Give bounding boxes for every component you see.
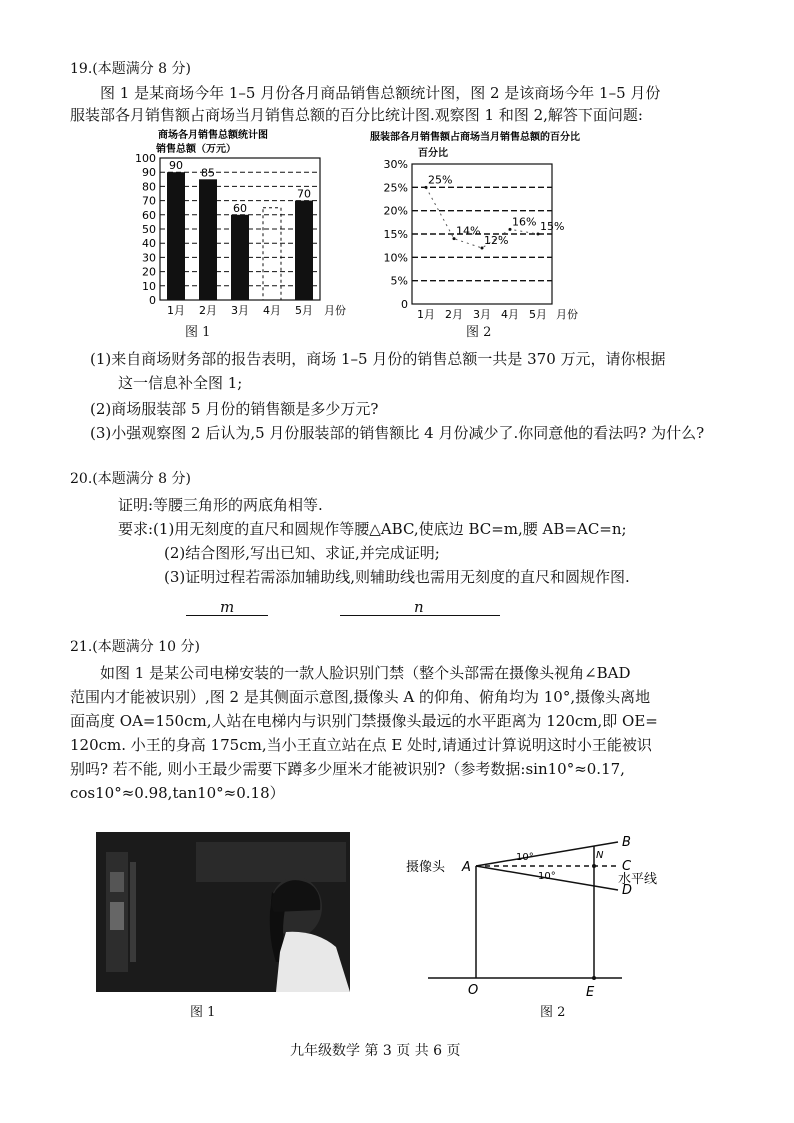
bar-chart-xtick: 2月 xyxy=(199,304,217,317)
bar-value-label: 60 xyxy=(233,201,247,215)
segment-n-label: n xyxy=(414,598,424,616)
percent-chart-xtick: 1月 xyxy=(417,308,435,321)
percent-chart-ytick: 10% xyxy=(383,251,408,265)
label-A: A xyxy=(462,860,471,875)
bar-chart-ytick: 0 xyxy=(149,294,156,307)
photo-illustration xyxy=(96,832,350,992)
percent-value-label: 15% xyxy=(540,220,565,233)
bar-chart-xtick: 1月 xyxy=(167,304,185,317)
bar-chart-ytick: 30 xyxy=(142,251,156,265)
q21-line1: 如图 1 是某公司电梯安装的一款人脸识别门禁（整个头部需在摄像头视角∠BAD xyxy=(100,664,631,682)
figure-1-bar-chart xyxy=(120,128,360,328)
q21-figure-1-caption: 图 1 xyxy=(190,1005,216,1020)
bar-chart-xtick: 3月 xyxy=(231,304,249,317)
percent-chart-ytick: 15% xyxy=(383,228,408,241)
q20-line3: (2)结合图形,写出已知、求证,并完成证明; xyxy=(164,544,440,562)
bar-chart-ytick: 20 xyxy=(142,265,156,279)
percent-chart-xtick: 4月 xyxy=(501,308,519,321)
label-N: N xyxy=(596,850,604,861)
figure-2-caption: 图 2 xyxy=(466,325,492,340)
camera-label: 摄像头 xyxy=(406,860,446,875)
bar-chart-ytick: 70 xyxy=(142,194,156,208)
bar-chart-xlabel: 月份 xyxy=(324,304,346,317)
q21-line3: 面高度 OA=150cm,人站在电梯内与识别门禁摄像头最远的水平距离为 120cm,即 OE= xyxy=(70,712,658,730)
percent-chart-ytick: 30% xyxy=(383,158,408,171)
q21-figure-2-caption: 图 2 xyxy=(540,1005,566,1020)
bar-chart-xtick: 4月 xyxy=(263,304,281,317)
percent-chart-ytick: 20% xyxy=(383,204,408,218)
angle-down-label: 10° xyxy=(538,871,556,882)
percent-chart-ytick: 0 xyxy=(401,298,408,311)
q21-line4: 120cm. 小王的身高 175cm,当小王直立站在点 E 处时,请通过计算说明这时小王能被识 xyxy=(70,736,652,754)
figure-2-percent-chart xyxy=(370,128,630,328)
horizontal-label: 水平线 xyxy=(618,872,658,887)
q19-part1-line1: (1)来自商场财务部的报告表明，商场 1–5 月份的销售总额一共是 370 万元，请你根据 xyxy=(90,350,666,368)
bar-2 xyxy=(199,179,217,300)
bar-chart-ytick: 90 xyxy=(142,166,156,180)
q19-part3: (3)小强观察图 2 后认为,5 月份服装部的销售额比 4 月份减少了.你同意他的看法吗? 为什么? xyxy=(90,424,705,442)
angle-up-label: 10° xyxy=(516,852,534,863)
q21-heading: 21.(本题满分 10 分) xyxy=(70,639,200,655)
percent-chart-ytick: 25% xyxy=(383,181,408,195)
q21-line5: 别吗? 若不能, 则小王最少需要下蹲多少厘米才能被识别?（参考数据:sin10°≈0.17, xyxy=(70,760,625,778)
bar-chart-svg xyxy=(120,128,360,328)
bar-3 xyxy=(231,215,249,300)
segment-m-label: m xyxy=(220,598,235,616)
q19-part1-line2: 这一信息补全图 1; xyxy=(118,374,243,392)
percent-chart-xtick: 3月 xyxy=(473,308,491,321)
percent-chart-xlabel: 月份 xyxy=(556,308,578,321)
camera-angle-svg xyxy=(400,828,680,1003)
bar-value-label: 90 xyxy=(169,159,183,173)
segment-m xyxy=(186,615,268,616)
face-recognition-photo xyxy=(96,832,350,992)
point-E xyxy=(592,976,596,980)
label-O: O xyxy=(468,983,479,998)
percent-value-label: 14% xyxy=(456,224,481,238)
bar-chart-xtick: 5月 xyxy=(295,304,313,317)
bar-chart-ytick: 10 xyxy=(142,279,156,293)
q20-line1: 证明:等腰三角形的两底角相等. xyxy=(118,496,323,514)
q19-intro-line1: 图 1 是某商场今年 1–5 月份各月商品销售总额统计图，图 2 是该商场今年 1–5 月份 xyxy=(100,84,661,102)
label-E: E xyxy=(586,985,595,1000)
bar-chart-title: 商场各月销售总额统计图 xyxy=(158,130,268,141)
bar-1 xyxy=(167,172,185,300)
camera-angle-diagram xyxy=(400,828,680,1003)
q21-line6: cos10°≈0.98,tan10°≈0.18） xyxy=(70,784,285,802)
q19-intro-line2: 服装部各月销售额占商场当月销售总额的百分比统计图.观察图 1 和图 2,解答下面问题: xyxy=(70,106,643,124)
percent-chart-xtick: 5月 xyxy=(529,308,547,321)
bar-5 xyxy=(295,201,313,300)
bar-chart-ylabel: 销售总额（万元） xyxy=(156,144,236,155)
percent-chart-ylabel: 百分比 xyxy=(418,148,448,159)
percent-chart-xtick: 2月 xyxy=(445,308,463,321)
label-B: B xyxy=(622,835,631,850)
bar-chart-ytick: 50 xyxy=(142,223,156,236)
percent-value-label: 16% xyxy=(512,215,537,229)
percent-chart-svg xyxy=(370,128,630,328)
bar-chart-ytick: 60 xyxy=(142,208,156,222)
bar-chart-ytick: 100 xyxy=(135,152,156,165)
bar-chart-ytick: 80 xyxy=(142,180,156,194)
q19-part2: (2)商场服装部 5 月份的销售额是多少万元? xyxy=(90,400,379,418)
segment-n xyxy=(340,615,500,616)
percent-chart-ytick: 5% xyxy=(390,274,408,288)
bar-value-label: 85 xyxy=(201,166,215,180)
label-C: C xyxy=(622,859,632,874)
percent-value-label: 25% xyxy=(428,173,453,187)
bar-value-label: 70 xyxy=(297,187,311,201)
point-C-marker xyxy=(592,864,596,868)
percent-chart-title: 服装部各月销售额占商场当月销售总额的百分比 xyxy=(370,132,580,143)
q21-line2: 范围内才能被识别）,图 2 是其侧面示意图,摄像头 A 的仰角、俯角均为 10°,摄像头离地 xyxy=(70,688,651,706)
q20-line2: 要求:(1)用无刻度的直尺和圆规作等腰△ABC,使底边 BC=m,腰 AB=AC=n; xyxy=(118,520,627,538)
figure-1-caption: 图 1 xyxy=(185,325,211,340)
q20-heading: 20.(本题满分 8 分) xyxy=(70,471,191,487)
bar-chart-ytick: 40 xyxy=(142,237,156,251)
page-footer: 九年级数学 第 3 页 共 6 页 xyxy=(290,1043,461,1059)
q19-heading: 19.(本题满分 8 分) xyxy=(70,61,191,77)
label-D: D xyxy=(622,883,633,898)
percent-value-label: 12% xyxy=(484,234,509,247)
q20-line4: (3)证明过程若需添加辅助线,则辅助线也需用无刻度的直尺和圆规作图. xyxy=(164,568,630,586)
